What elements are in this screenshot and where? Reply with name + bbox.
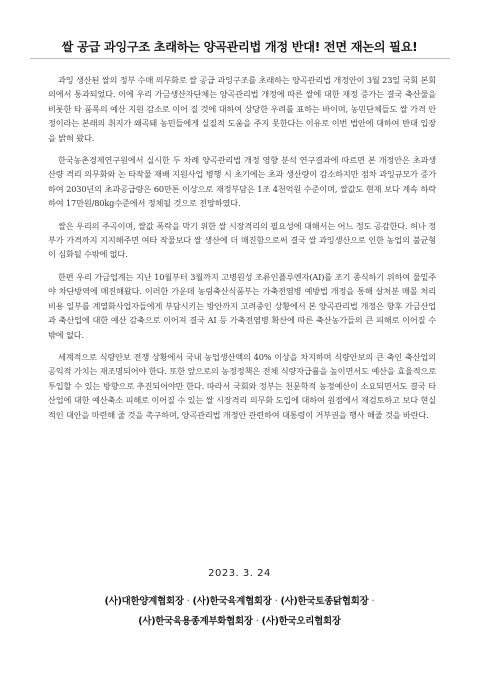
- paragraph: 과잉 생산된 쌀의 정부 수매 의무화로 쌀 공급 과잉구조를 초래하는 양곡관리법 개정안이 3월 23일 국회 본회의에서 통과되었다. 이에 우리 가금생산자단체는 양곡관리법 개정에 따른 쌀에 대한 재정 증가는 결국 축산물을 비롯한 타 품목의 예산 지원 감소로 이어 질 것에 대하여 상당한 우려를 표하는 바이며, 농민단체들도 쌀 가격 안정이라는 본래의 취지가 왜곡돼 농민들에게 실질적 도움을 주지 못한다는 이유로 이번 법안에 대하여 반대 입장을 밝혀 왔다.: [48, 75, 436, 143]
- document-date: 2023. 3. 24: [208, 568, 271, 579]
- signer-separator: ·: [255, 616, 259, 627]
- signer-separator: ·: [274, 596, 278, 607]
- signers-line-1: [0, 592, 479, 612]
- document-title: 쌀 공급 과잉구조 초래하는 양곡관리법 개정 반대! 전면 재논의 필요!: [61, 40, 418, 54]
- signer: (사)한국오리협회장: [261, 616, 341, 627]
- document-body: [48, 73, 436, 430]
- signer-separator: ·: [186, 596, 190, 607]
- signer: (사)대한양계협회장: [104, 596, 184, 607]
- paragraph: 한국농촌경제연구원에서 실시한 두 차례 양곡관리법 개정 영향 분석 연구결과에 따르면 본 개정안은 초과생산량 격리 의무화와 논 타작물 재배 지원사업 병행 시 초기에는 초과 생산량이 감소하지만 점차 과잉규모가 증가하여 2030년의 초과공급량은 60만톤 이상으로 재정부담은 1조 4천억원 수준이며, 쌀값도 현재 보다 계속 하락하여 17만원/80kg수준에서 정체될 것으로 전망하였다.: [48, 155, 436, 209]
- signer: (사)한국육용종계부화협회장: [138, 616, 253, 627]
- paragraph: 세계적으로 식량안보 전쟁 상황에서 국내 농업생산액의 40% 이상을 차지하며 식량안보의 큰 축인 축산업의 공익적 가치는 재조명되어야 한다. 또한 앞으로의 농정정책은 전체 식량자급률을 높이면서도 예산을 효율적으로 투입할 수 있는 방향으로 추진되어야만 한다. 따라서 국회와 정부는 천문학적 농정예산이 소요되면서도 결국 타 산업에 대한 예산축소 피해로 이어질 수 있는 쌀 시장격리 의무화 도입에 대하여 원점에서 재검토하고 보다 현실적인 대안을 마련해 줄 것을 촉구하며, 양곡관리법 개정안 관련하여 대통령이 거부권을 행사 해줄 것을 바란다.: [48, 351, 436, 420]
- title-divider: [30, 58, 450, 59]
- paragraph: 쌀은 우리의 주곡이며, 쌀값 폭락을 막기 위한 쌀 시장격리의 필요성에 대해서는 어느 정도 공감한다. 허나 정부가 가격까지 지지해주면 여타 작물보다 쌀 생산에 더 매진함으로써 결국 쌀 과잉생산으로 인한 농업의 불균형이 심화될 수밖에 없다.: [48, 220, 436, 260]
- signer: (사)한국육계협회장: [192, 596, 272, 607]
- signers-block: [0, 592, 479, 632]
- signers-line-2: [0, 612, 479, 632]
- signer-separator: ·: [371, 596, 375, 607]
- paragraph: 한편 우리 가금업계는 지난 10월부터 3월까지 고병원성 조류인플루엔자(AI)를 조기 종식하기 위하여 물밑주야 차단방역에 매진해왔다. 이러한 가운데 농림축산식품부는 가축전염병 예방법 개정을 통해 살처분 매몰 처리비용 일부를 계열화사업자들에게 부담시키는 방안까지 고려중인 상황에서 본 양곡관리법 개정은 향후 가금산업과 축산업에 대한 예산 감축으로 이어져 결국 AI 등 가축전염병 확산에 따른 축산농가들의 큰 피해로 이어질 수밖에 없다.: [48, 271, 436, 340]
- signer: (사)한국토종닭협회장: [280, 596, 369, 607]
